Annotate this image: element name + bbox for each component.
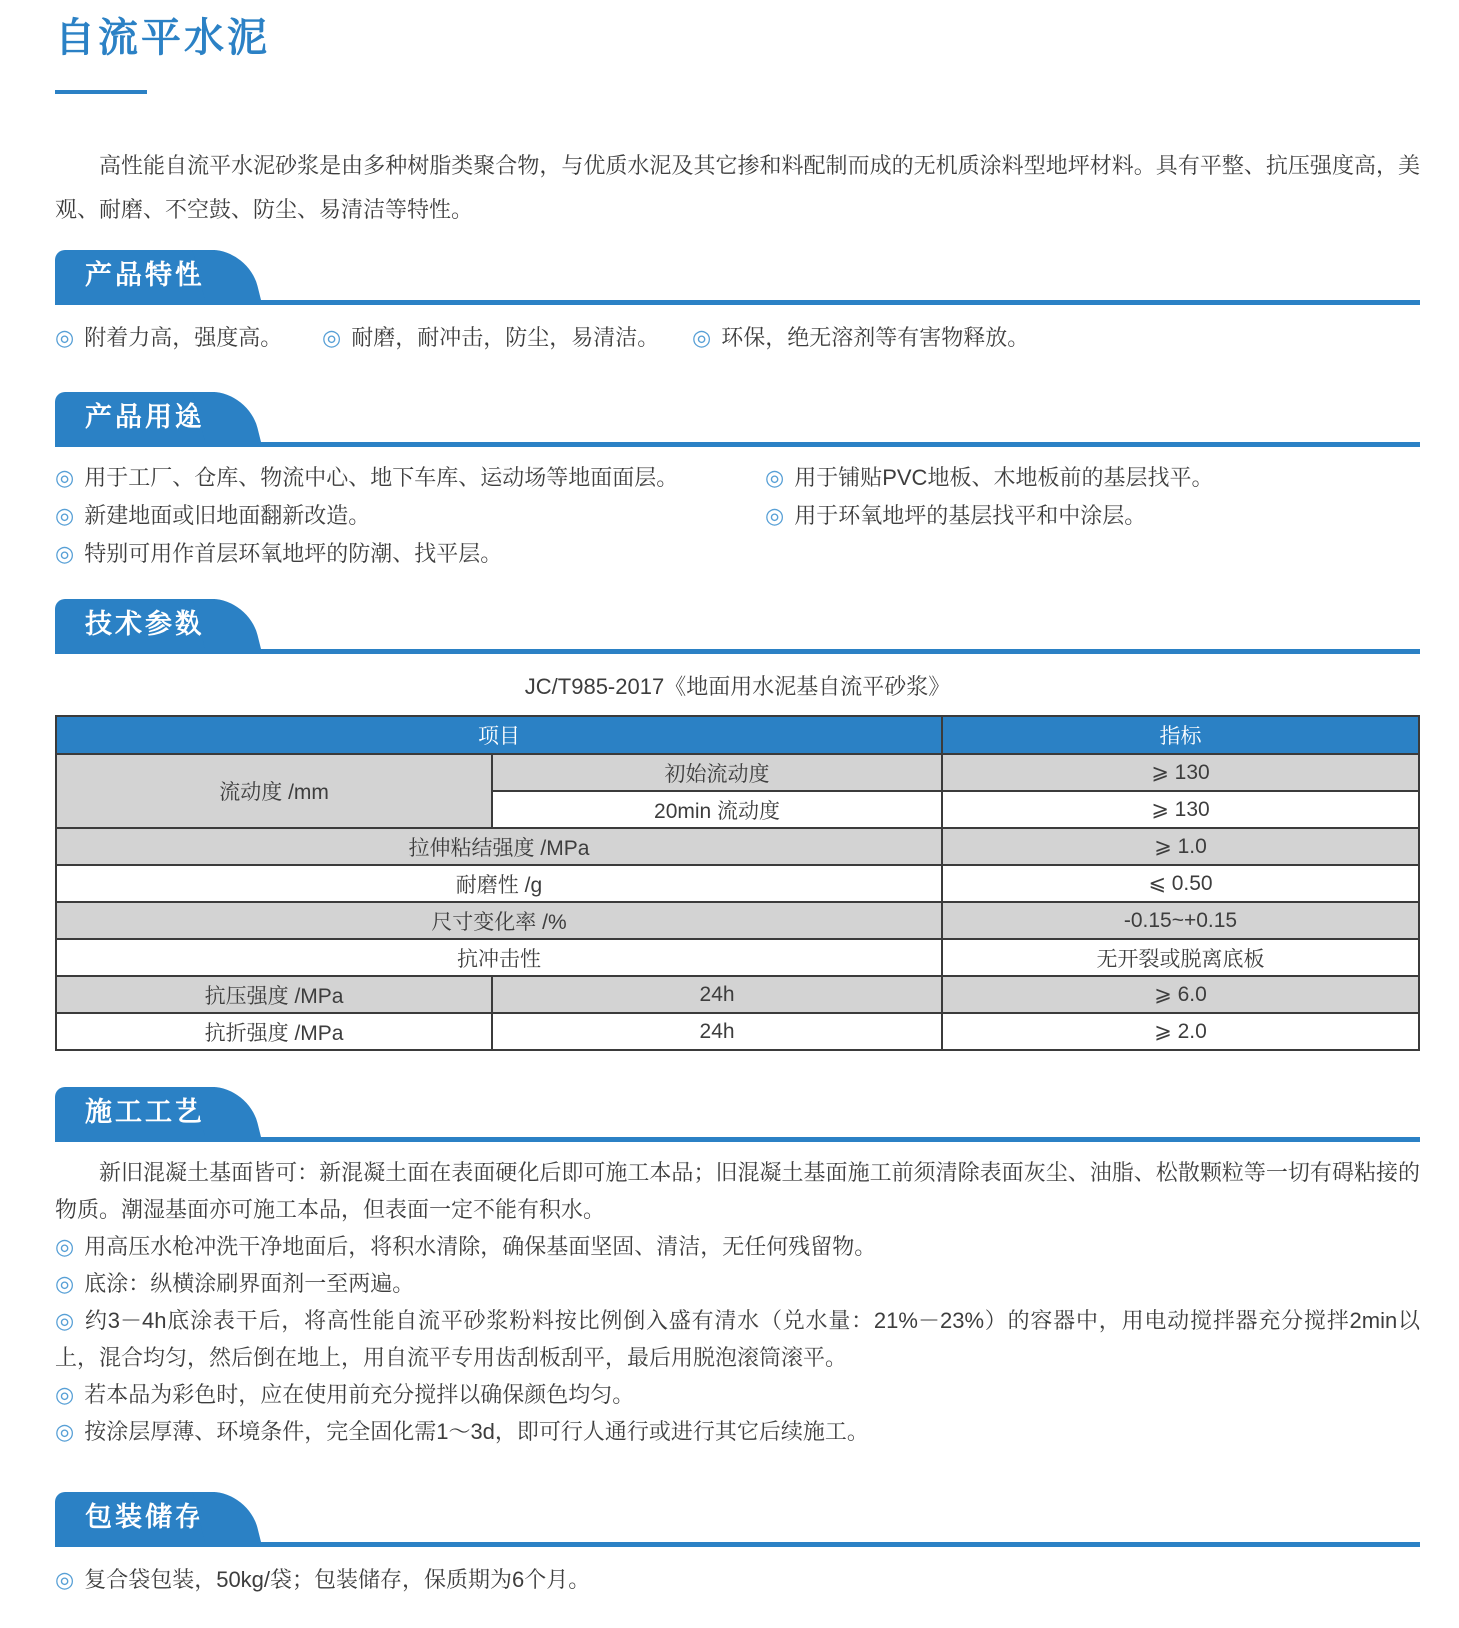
application-list — [55, 1228, 1420, 1450]
application-item — [55, 1413, 1420, 1450]
application-item-text: 底涂：纵横涂刷界面剂一至两遍。 — [84, 1271, 415, 1296]
uses-left-column — [55, 459, 765, 573]
table-header-row — [56, 716, 1419, 754]
double-circle-bullet-icon: ◎ — [322, 325, 342, 350]
section-head-uses — [55, 392, 1420, 447]
section-packaging — [55, 1492, 1420, 1598]
use-item — [55, 497, 765, 535]
packaging-list — [55, 1561, 1420, 1598]
section-uses — [55, 392, 1420, 573]
double-circle-bullet-icon: ◎ — [55, 1234, 75, 1259]
table-cell: 抗压强度 /MPa — [56, 976, 492, 1013]
specs-table-caption: JC/T985-2017《地面用水泥基自流平砂浆》 — [524, 674, 951, 699]
double-circle-bullet-icon: ◎ — [55, 541, 75, 566]
table-cell: 拉伸粘结强度 /MPa — [56, 828, 942, 865]
intro-paragraph: 高性能自流平水泥砂浆是由多种树脂类聚合物，与优质水泥及其它掺和料配制而成的无机质涂料型地坪材料。具有平整、抗压强度高，美观、耐磨、不空鼓、防尘、易清洁等特性。 — [55, 153, 1420, 222]
section-specs — [55, 599, 1420, 1051]
double-circle-bullet-icon: ◎ — [55, 1567, 75, 1592]
packaging-item-text: 复合袋包装，50kg/袋；包装储存，保质期为6个月。 — [84, 1567, 591, 1592]
application-item-text: 按涂层厚薄、环境条件，完全固化需1～3d，即可行人通行或进行其它后续施工。 — [84, 1419, 869, 1444]
page-title: 自流平水泥 — [55, 16, 270, 60]
table-row — [56, 754, 1419, 791]
features-list — [55, 319, 1420, 356]
double-circle-bullet-icon: ◎ — [55, 1308, 75, 1333]
section-head-features — [55, 250, 1420, 305]
double-circle-bullet-icon: ◎ — [55, 325, 75, 350]
use-item-text: 特别可用作首层环氧地坪的防潮、找平层。 — [84, 541, 503, 566]
section-head-specs — [55, 599, 1420, 654]
table-header-item: 项目 — [56, 716, 942, 754]
use-item-text: 用于工厂、仓库、物流中心、地下车库、运动场等地面面层。 — [84, 465, 679, 490]
use-item — [765, 497, 1420, 535]
double-circle-bullet-icon: ◎ — [765, 503, 785, 528]
use-item-text: 新建地面或旧地面翻新改造。 — [84, 503, 371, 528]
section-tab-uses: 产品用途 — [55, 392, 215, 442]
table-row — [56, 976, 1419, 1013]
table-cell: 初始流动度 — [492, 754, 942, 791]
table-cell: 抗冲击性 — [56, 939, 942, 976]
application-item — [55, 1302, 1420, 1376]
packaging-item — [55, 1561, 1420, 1598]
table-row — [56, 1013, 1419, 1050]
double-circle-bullet-icon: ◎ — [765, 465, 785, 490]
feature-item-text: 附着力高，强度高。 — [84, 325, 283, 350]
table-cell: ⩾ 130 — [942, 791, 1419, 828]
double-circle-bullet-icon: ◎ — [55, 465, 75, 490]
table-cell: 尺寸变化率 /% — [56, 902, 942, 939]
section-head-packaging — [55, 1492, 1420, 1547]
table-cell: ⩽ 0.50 — [942, 865, 1419, 902]
double-circle-bullet-icon: ◎ — [55, 503, 75, 528]
feature-item — [55, 319, 322, 356]
double-circle-bullet-icon: ◎ — [55, 1271, 75, 1296]
table-cell: 流动度 /mm — [56, 754, 492, 828]
section-application — [55, 1087, 1420, 1450]
application-item — [55, 1376, 1420, 1413]
table-cell: 24h — [492, 976, 942, 1013]
table-cell: ⩾ 6.0 — [942, 976, 1419, 1013]
table-row — [56, 902, 1419, 939]
use-item — [55, 459, 765, 497]
title-underline — [55, 90, 147, 94]
application-item — [55, 1228, 1420, 1265]
table-cell: 24h — [492, 1013, 942, 1050]
table-row — [56, 939, 1419, 976]
double-circle-bullet-icon: ◎ — [55, 1419, 75, 1444]
use-item — [765, 459, 1420, 497]
feature-item — [692, 319, 1029, 356]
specs-table — [55, 715, 1420, 1051]
double-circle-bullet-icon: ◎ — [55, 1382, 75, 1407]
feature-item-text: 耐磨，耐冲击，防尘，易清洁。 — [351, 325, 660, 350]
table-row — [56, 828, 1419, 865]
table-cell: ⩾ 130 — [942, 754, 1419, 791]
section-head-application — [55, 1087, 1420, 1142]
feature-item — [322, 319, 692, 356]
double-circle-bullet-icon: ◎ — [692, 325, 712, 350]
uses-list — [55, 459, 1420, 573]
application-item — [55, 1265, 1420, 1302]
table-cell: ⩾ 2.0 — [942, 1013, 1419, 1050]
application-item-text: 约3－4h底涂表干后，将高性能自流平砂浆粉料按比例倒入盛有清水（兑水量：21%－23%）的容器中，用电动搅拌器充分搅拌2min以上，混合均匀，然后倒在地上，用自流平专用齿刮板刮平，最后用脱泡滚筒滚平。 — [55, 1308, 1420, 1370]
use-item — [55, 535, 765, 573]
table-cell: -0.15~+0.15 — [942, 902, 1419, 939]
table-cell: 耐磨性 /g — [56, 865, 942, 902]
use-item-text: 用于环氧地坪的基层找平和中涂层。 — [794, 503, 1147, 528]
application-item-text: 若本品为彩色时，应在使用前充分搅拌以确保颜色均匀。 — [84, 1382, 635, 1407]
section-tab-packaging: 包装储存 — [55, 1492, 215, 1542]
table-cell: 20min 流动度 — [492, 791, 942, 828]
feature-item-text: 环保，绝无溶剂等有害物释放。 — [721, 325, 1030, 350]
section-tab-features: 产品特性 — [55, 250, 215, 300]
uses-right-column — [765, 459, 1420, 573]
table-row — [56, 865, 1419, 902]
section-tab-specs: 技术参数 — [55, 599, 215, 649]
table-cell: 抗折强度 /MPa — [56, 1013, 492, 1050]
section-tab-application: 施工工艺 — [55, 1087, 215, 1137]
application-paragraph: 新旧混凝土基面皆可：新混凝土面在表面硬化后即可施工本品；旧混凝土基面施工前须清除表面灰尘、油脂、松散颗粒等一切有碍粘接的物质。潮湿基面亦可施工本品，但表面一定不能有积水。 — [55, 1160, 1420, 1222]
use-item-text: 用于铺贴PVC地板、木地板前的基层找平。 — [794, 465, 1214, 490]
table-cell: ⩾ 1.0 — [942, 828, 1419, 865]
table-cell: 无开裂或脱离底板 — [942, 939, 1419, 976]
application-item-text: 用高压水枪冲洗干净地面后，将积水清除，确保基面坚固、清洁，无任何残留物。 — [84, 1234, 877, 1259]
section-features — [55, 250, 1420, 356]
table-header-index: 指标 — [942, 716, 1419, 754]
